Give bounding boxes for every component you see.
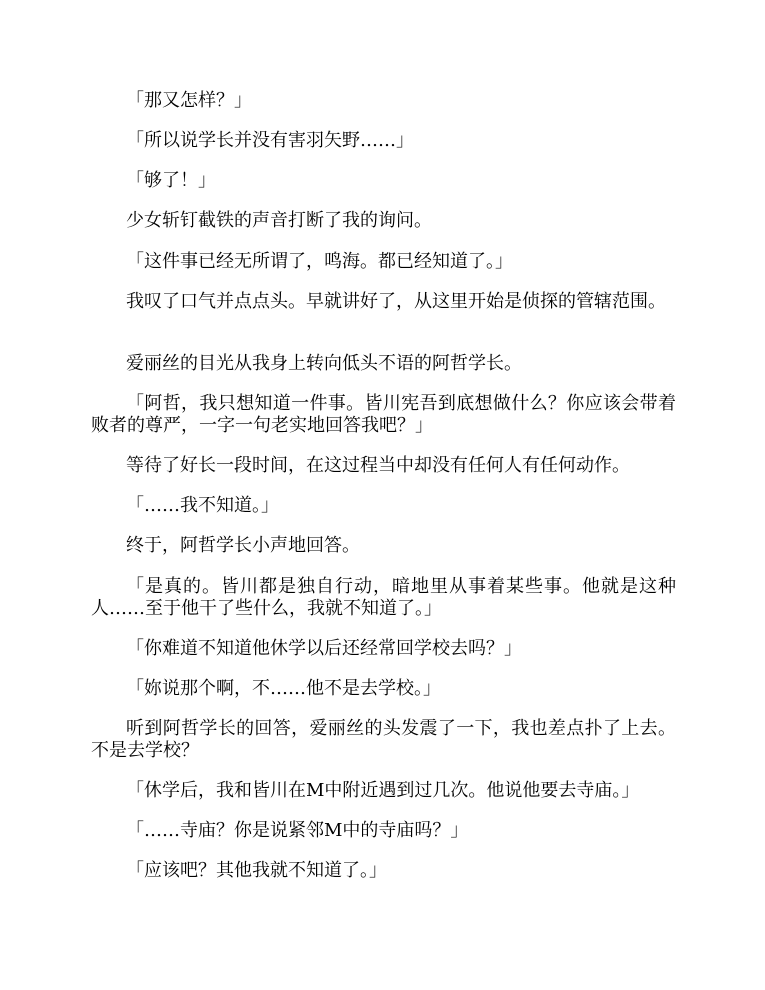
- paragraph-13: 「你难道不知道他休学以后还经常回学校去吗？」: [126, 638, 522, 659]
- paragraph-6: 我叹了口气并点点头。早就讲好了，从这里开始是侦探的管辖范围。: [126, 291, 666, 312]
- paragraph-15: 听到阿哲学长的回答，爱丽丝的头发震了一下，我也差点扑了上去。不是去学校？: [91, 718, 676, 761]
- paragraph-11: 终于，阿哲学长小声地回答。: [126, 535, 360, 556]
- paragraph-5: 「这件事已经无所谓了，鸣海。都已经知道了。」: [126, 251, 513, 272]
- paragraph-16: 「休学后，我和皆川在M中附近遇到过几次。他说他要去寺庙。」: [126, 780, 640, 801]
- paragraph-12: 「是真的。皆川都是独自行动，暗地里从事着某些事。他就是这种人……至于他干了些什么，我就不知道了。」: [91, 576, 676, 619]
- paragraph-3: 「够了！」: [126, 170, 216, 191]
- paragraph-18: 「应该吧？其他我就不知道了。」: [126, 860, 387, 881]
- paragraph-1: 「那又怎样？」: [126, 90, 252, 111]
- paragraph-9: 等待了好长一段时间，在这过程当中却没有任何人有任何动作。: [126, 455, 630, 476]
- paragraph-2: 「所以说学长并没有害羽矢野……」: [126, 130, 414, 151]
- paragraph-17: 「……寺庙？你是说紧邻M中的寺庙吗？」: [126, 820, 469, 841]
- paragraph-7: 爱丽丝的目光从我身上转向低头不语的阿哲学长。: [126, 353, 522, 374]
- paragraph-4: 少女斩钉截铁的声音打断了我的询问。: [126, 210, 432, 231]
- paragraph-14: 「妳说那个啊，不……他不是去学校。」: [126, 678, 441, 699]
- paragraph-10: 「……我不知道。」: [126, 495, 279, 516]
- paragraph-8: 「阿哲，我只想知道一件事。皆川宪吾到底想做什么？你应该会带着败者的尊严，一字一句老实地回答我吧？」: [91, 393, 676, 436]
